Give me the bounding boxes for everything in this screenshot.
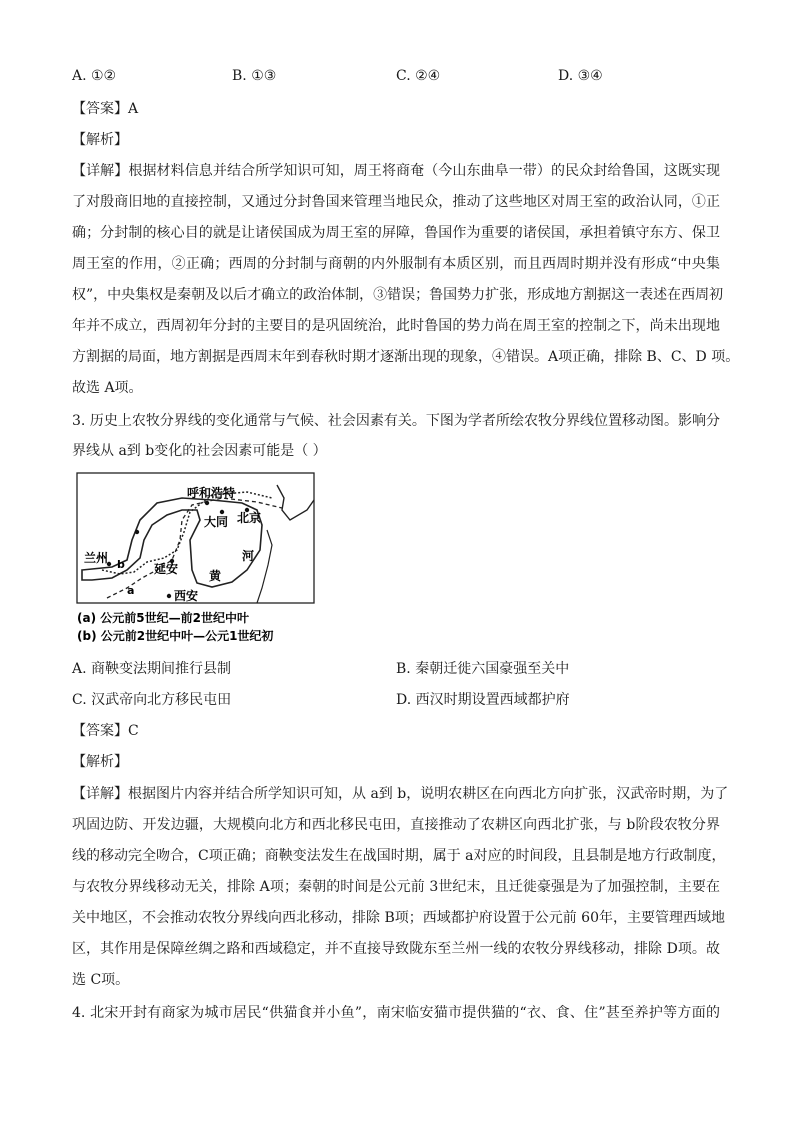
q2-detail-line: 年并不成立，西周初年分封的主要目的是巩固统治，此时鲁国的势力尚在周王室的控制之下，尚未出现地 [72,318,720,334]
q3-detail-line: 线的移动完全吻合，C项正确；商鞅变法发生在战国时期，属于 a对应的时间段，且县制是地方行政制度， [72,848,726,864]
q3-detail-line: 巩固边防、开发边疆，大规模向北方和西北移民屯田，直接推动了农耕区向西北扩张，与 b阶段农牧分界 [72,817,720,833]
city-dot [220,510,224,514]
q2-option-b: B. ①③ [232,68,277,84]
q3-stem-line: 界线从 a到 b变化的社会因素可能是（ ） [72,443,327,459]
map-label-datong: 大同 [204,515,229,529]
q3-detail-line: 选 C项。 [72,972,130,988]
farming-pastoral-boundary-map [72,470,322,650]
map-label-lanzhou: 兰州 [84,551,109,565]
q2-answer: 【答案】A [72,101,139,117]
q3-option-c: C. 汉武帝向北方移民屯田 [72,692,232,708]
line-marker-a: a [127,584,135,597]
map-legend-a: (a) 公元前5世纪—前2世纪中叶 [77,611,249,625]
q3-detail-line: 区，其作用是保障丝绸之路和西域稳定，并不直接导致陇东至兰州一线的农牧分界线移动，排除 D项。故 [72,941,720,957]
city-dot [167,594,171,598]
q2-detail-line: 确；分封制的核心目的就是让诸侯国成为周王室的屏障，鲁国作为重要的诸侯国，承担着镇守东方、保卫 [72,225,720,241]
q2-analysis-label: 【解析】 [72,132,128,148]
q2-detail-line: 方割据的局面，地方割据是西周末年到春秋时期才逐渐出现的现象，④错误。A项正确，排除 B、C、D 项。 [72,349,740,365]
city-dot [135,530,139,534]
map-label-huang: 黄 [209,569,222,583]
map-label-beijing: 北京 [237,511,262,525]
map-label-hohhot: 呼和浩特 [187,486,236,500]
q2-option-d: D. ③④ [558,68,603,84]
q4-stem-line: 4. 北宋开封有商家为城市居民“供猫食并小鱼”，南宋临安猫市提供猫的“衣、食、住”甚至养护等方面的 [72,1005,720,1021]
map-label-he: 河 [242,549,255,563]
q3-option-d: D. 西汉时期设置西域都护府 [396,692,570,708]
q3-option-b: B. 秦朝迁徙六国豪强至关中 [396,661,570,677]
q3-analysis-label: 【解析】 [72,754,128,770]
q2-detail-line: 故选 A项。 [72,380,143,396]
map-label-xian: 西安 [174,589,199,603]
q3-option-a: A. 商鞅变法期间推行县制 [72,661,232,677]
q3-answer: 【答案】C [72,723,139,739]
city-dot [205,501,209,505]
map-label-yanan: 延安 [154,562,179,576]
line-marker-b: b [117,558,125,571]
q2-detail-line: 【详解】根据材料信息并结合所学知识可知，周王将商奄（今山东曲阜一带）的民众封给鲁国，这既实现 [72,163,720,179]
q3-detail-line: 【详解】根据图片内容并结合所学知识可知，从 a到 b，说明农耕区在向西北方向扩张，汉武帝时期，为了 [72,786,729,802]
q2-detail-line: 了对殷商旧地的直接控制，又通过分封鲁国来管理当地民众，推动了这些地区对周王室的政治认同，①正 [72,194,720,210]
map-legend-b: (b) 公元前2世纪中叶—公元1世纪初 [77,629,274,643]
q2-detail-line: 权”，中央集权是秦朝及以后才确立的政治体制，③错误；鲁国势力扩张，形成地方割据这一表述在西周初 [72,287,724,303]
q3-stem-line: 3. 历史上农牧分界线的变化通常与气候、社会因素有关。下图为学者所绘农牧分界线位置移动图。影响分 [72,413,720,429]
q3-detail-line: 关中地区，不会推动农牧分界线向西北移动，排除 B项；西域都护府设置于公元前 60年，主要管理西域地 [72,910,726,926]
q2-option-c: C. ②④ [396,68,441,84]
q2-option-a: A. ①② [72,68,117,84]
q2-detail-line: 周王室的作用，②正确；西周的分封制与商朝的内外服制有本质区别，而且西周时期并没有形成“中央集 [72,256,720,272]
q3-detail-line: 与农牧分界线移动无关，排除 A项；秦朝的时间是公元前 3世纪末，且迁徙豪强是为了加强控制，主要在 [72,879,720,895]
